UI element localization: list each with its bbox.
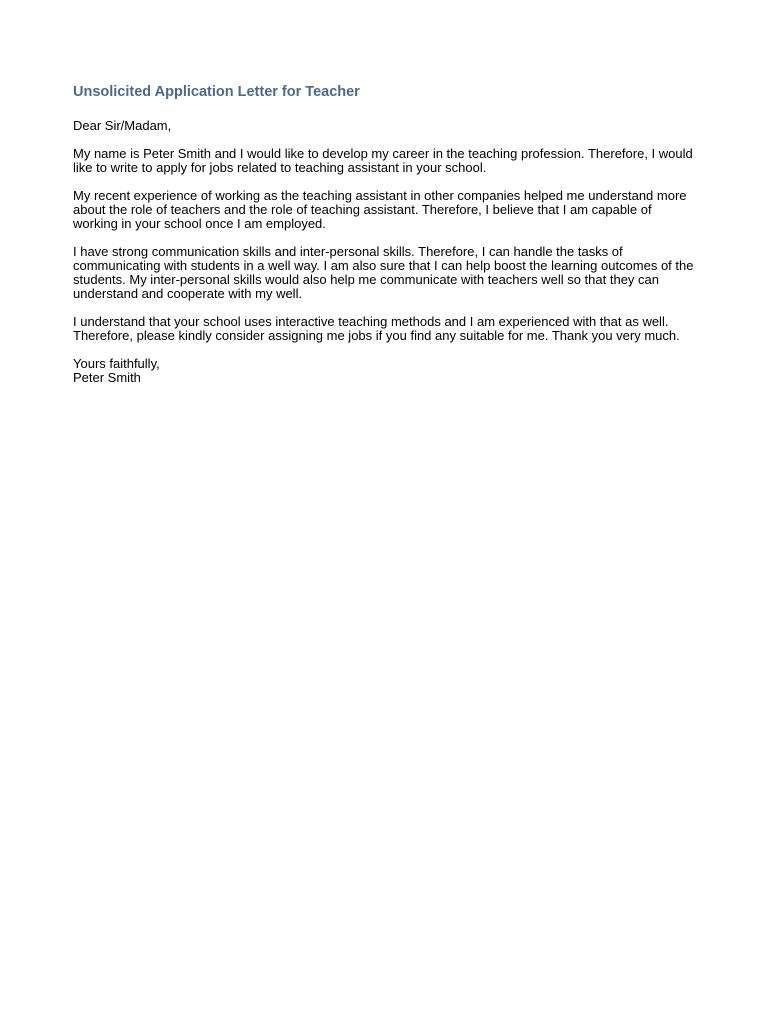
paragraph-line: working in your school once I am employed. xyxy=(73,216,326,231)
paragraph-line: students. My inter-personal skills would also help me communicate with teachers well so that they can xyxy=(73,272,659,287)
paragraph-line: Therefore, please kindly consider assigning me jobs if you find any suitable for me. Thank you very much. xyxy=(73,328,680,343)
sign-off xyxy=(73,357,703,385)
letter-title: Unsolicited Application Letter for Teacher xyxy=(73,84,360,100)
paragraph-line: like to write to apply for jobs related to teaching assistant in your school. xyxy=(73,160,487,175)
paragraph-line: My name is Peter Smith and I would like to develop my career in the teaching profession. Therefore, I would xyxy=(73,146,693,161)
salutation: Dear Sir/Madam, xyxy=(73,118,172,133)
paragraph-line: understand and cooperate with my well. xyxy=(73,286,303,301)
paragraph-experience xyxy=(73,189,703,231)
paragraph-line: about the role of teachers and the role of teaching assistant. Therefore, I believe that I am capable of xyxy=(73,202,652,217)
paragraph-line: communicating with students in a well way. I am also sure that I can help boost the learning outcomes of the xyxy=(73,258,694,273)
paragraph-line: My recent experience of working as the teaching assistant in other companies helped me understand more xyxy=(73,188,687,203)
letter xyxy=(73,82,703,385)
closing-phrase: Yours faithfully, xyxy=(73,356,160,371)
paragraph-skills xyxy=(73,245,703,301)
signature-name: Peter Smith xyxy=(73,370,141,385)
paragraph-closing-request xyxy=(73,315,703,343)
paragraph-line: I understand that your school uses interactive teaching methods and I am experienced with that as well. xyxy=(73,314,669,329)
paragraph-line: I have strong communication skills and inter-personal skills. Therefore, I can handle the tasks of xyxy=(73,244,623,259)
paragraph-career-intent xyxy=(73,147,703,175)
